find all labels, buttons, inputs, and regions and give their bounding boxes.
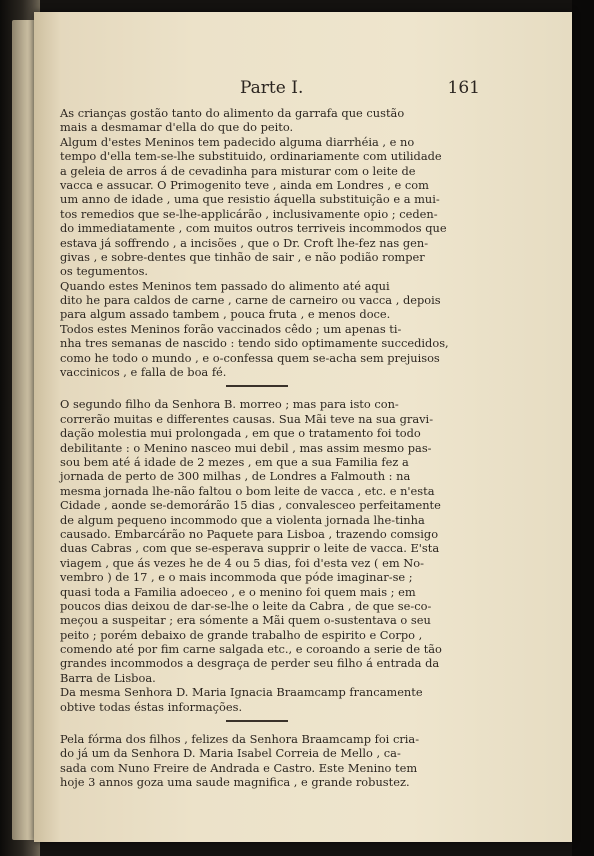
running-title: Parte I. [240,78,304,98]
text-line: Algum d'estes Meninos tem padecido alguma diarrhéia , e no [60,134,415,149]
text-line: O segundo filho da Senhora B. morreo ; mas para isto con- [60,397,399,412]
text-line: os tegumentos. [60,264,149,279]
paragraph [60,135,472,279]
text-line: Pela fórma dos filhos , felizes da Senhora Braamcamp foi cria- [60,732,420,747]
text-line: mesma jornada lhe-não faltou o bom leite de vacca , etc. e n'esta [60,483,435,498]
text-line: como he todo o mundo , e o-confessa quem se-acha sem prejuisos [60,350,440,365]
text-line: Quando estes Meninos tem passado do alimento até aqui [60,278,390,293]
text-line: grandes incommodos a desgraça de perder seu filho á entrada da [60,656,440,671]
text-line: hoje 3 annos goza uma saude magnifica , e grande robustez. [60,775,410,790]
page-number: 161 [447,78,480,98]
text-line: correrão muitas e differentes causas. Sua Mãi teve na sua gravi- [60,411,434,426]
paragraph [60,322,472,380]
text-line: dito he para caldos de carne , carne de carneiro ou vacca , depois [60,293,441,308]
text-line: causado. Embarcárão no Paquete para Lisboa , trazendo comsigo [60,526,439,541]
body-text [60,106,472,790]
text-line: de algum pequeno incommodo que a violenta jornada lhe-tinha [60,512,425,527]
text-line: para algum assado tambem , pouca fruta , e menos doce. [60,307,391,322]
scan-background [572,0,594,856]
text-line: Cidade , aonde se-demorárão 15 dias , convalesceo perfeitamente [60,498,441,513]
text-line: Todos estes Meninos forão vaccinados cêdo ; um apenas ti- [60,321,402,336]
horizontal-rule [226,385,288,387]
text-line: meçou a suspeitar ; era sómente a Mãi quem o-sustentava o seu [60,613,431,628]
paragraph [60,106,472,135]
paragraph [60,732,472,790]
text-line: poucos dias deixou de dar-se-lhe o leite da Cabra , de que se-co- [60,598,432,613]
text-line: dação molestia mui prolongada , em que o tratamento foi todo [60,426,421,441]
text-line: vacca e assucar. O Primogenito teve , ainda em Londres , e com [60,177,429,192]
text-line: Barra de Lisboa. [60,670,156,685]
page-header [60,78,480,102]
text-line: a geleia de arros á de cevadinha para misturar com o leite de [60,163,416,178]
paragraph [60,279,472,322]
text-line: comendo até por fim carne salgada etc., e coroando a serie de tão [60,642,442,657]
text-line: peito ; porém debaixo de grande trabalho de espirito e Corpo , [60,627,423,642]
text-line: do já um da Senhora D. Maria Isabel Correia de Mello , ca- [60,746,401,761]
text-line: estava já soffrendo , a incisões , que o Dr. Croft lhe-fez nas gen- [60,235,429,250]
text-line: um anno de idade , uma que resistio áquella substituição e a mui- [60,192,440,207]
text-line: As crianças gostão tanto do alimento da garrafa que custão [60,106,405,120]
text-line: sou bem até á idade de 2 mezes , em que a sua Familia fez a [60,454,409,469]
text-line: do immediatamente , com muitos outros terriveis incommodos que [60,221,447,236]
text-line: tos remedios que se-lhe-applicárão , inclusivamente opio ; ceden- [60,206,438,221]
text-line: obtive todas éstas informações. [60,699,243,714]
paragraph [60,397,472,685]
text-line: jornada de perto de 300 milhas , de Londres a Falmouth : na [60,469,411,484]
section-divider [60,714,472,732]
text-line: vaccinicos , e falla de boa fé. [60,365,227,380]
text-line: duas Cabras , com que se-esperava supprir o leite de vacca. E'sta [60,541,440,556]
text-line: viagem , que ás vezes he de 4 ou 5 dias, foi d'esta vez ( em No- [60,555,424,570]
horizontal-rule [226,720,288,722]
text-line: tempo d'ella tem-se-lhe substituido, ordinariamente com utilidade [60,149,442,164]
text-line: quasi toda a Familia adoeceo , e o menino foi quem mais ; em [60,584,416,599]
text-line: nha tres semanas de nascido : tendo sido optimamente succedidos, [60,336,449,351]
text-line: mais a desmamar d'ella do que do peito. [60,120,294,135]
text-line: debilitante : o Menino nasceo mui debil , mas assim mesmo pas- [60,440,432,455]
paragraph [60,685,472,714]
section-divider [60,379,472,397]
text-line: vembro ) de 17 , e o mais incommoda que póde imaginar-se ; [60,570,413,585]
text-line: givas , e sobre-dentes que tinhão de sair , e não podião romper [60,249,425,264]
text-line: sada com Nuno Freire de Andrada e Castro. Este Menino tem [60,760,418,775]
text-line: Da mesma Senhora D. Maria Ignacia Braamcamp francamente [60,685,423,700]
